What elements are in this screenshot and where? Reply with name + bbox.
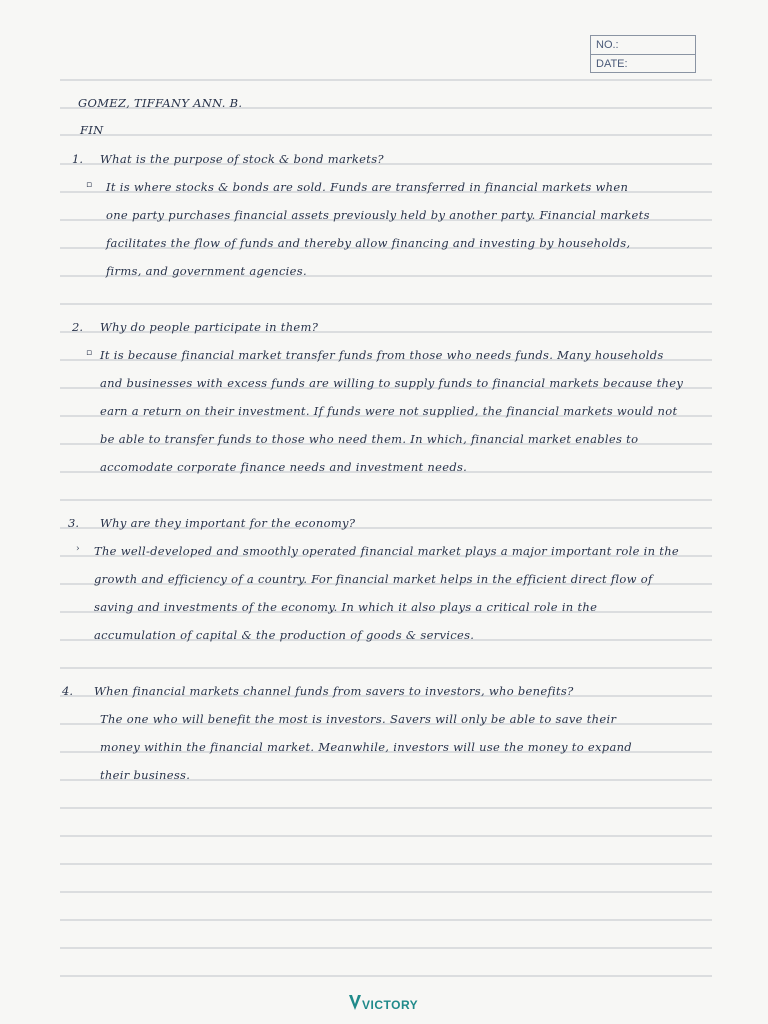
answer-line: accumulation of capital & the production of goods & services. xyxy=(94,628,475,642)
student-name: GOMEZ, TIFFANY ANN. B. xyxy=(78,96,243,110)
course-label: FIN xyxy=(80,123,104,137)
date-label: DATE: xyxy=(591,54,695,72)
victory-logo xyxy=(348,992,428,1014)
no-date-box xyxy=(590,35,696,73)
answer-line: facilitates the flow of funds and thereby allow financing and investing by households, xyxy=(106,236,631,250)
victory-v-icon xyxy=(348,992,362,1012)
answer-line: one party purchases financial assets previously held by another party. Financial markets xyxy=(106,208,650,222)
bullet-icon: ▫ xyxy=(86,180,93,190)
question-text: Why do people participate in them? xyxy=(100,320,319,334)
question-text: Why are they important for the economy? xyxy=(100,516,356,530)
answer-line: be able to transfer funds to those who need them. In which, financial market enables to xyxy=(100,432,639,446)
answer-line: their business. xyxy=(100,768,191,782)
answer-line: The well-developed and smoothly operated financial market plays a major important role in the xyxy=(94,544,680,558)
brand-name: VICTORY xyxy=(362,998,419,1012)
question-text: What is the purpose of stock & bond markets? xyxy=(100,152,384,166)
answer-line: accomodate corporate finance needs and investment needs. xyxy=(100,460,468,474)
answer-line: earn a return on their investment. If funds were not supplied, the financial markets would not xyxy=(100,404,678,418)
answer-line: firms, and government agencies. xyxy=(106,264,307,278)
question-number: 3. xyxy=(68,516,79,530)
bullet-icon: ▫ xyxy=(86,348,93,358)
question-number: 1. xyxy=(72,152,83,166)
answer-line: The one who will benefit the most is investors. Savers will only be able to save their xyxy=(100,712,617,726)
answer-line: It is where stocks & bonds are sold. Funds are transferred in financial markets when xyxy=(106,180,629,194)
question-number: 2. xyxy=(72,320,83,334)
answer-line: money within the financial market. Meanwhile, investors will use the money to expand xyxy=(100,740,632,754)
answer-line: and businesses with excess funds are willing to supply funds to financial markets because they xyxy=(100,376,684,390)
answer-line: It is because financial market transfer funds from those who needs funds. Many households xyxy=(100,348,664,362)
answer-line: saving and investments of the economy. In which it also plays a critical role in the xyxy=(94,600,598,614)
question-number: 4. xyxy=(62,684,73,698)
question-text: When financial markets channel funds from savers to investors, who benefits? xyxy=(94,684,574,698)
arrow-bullet-icon: › xyxy=(76,544,80,554)
no-label: NO.: xyxy=(596,39,619,51)
answer-line: growth and efficiency of a country. For financial market helps in the efficient direct flow of xyxy=(94,572,653,586)
